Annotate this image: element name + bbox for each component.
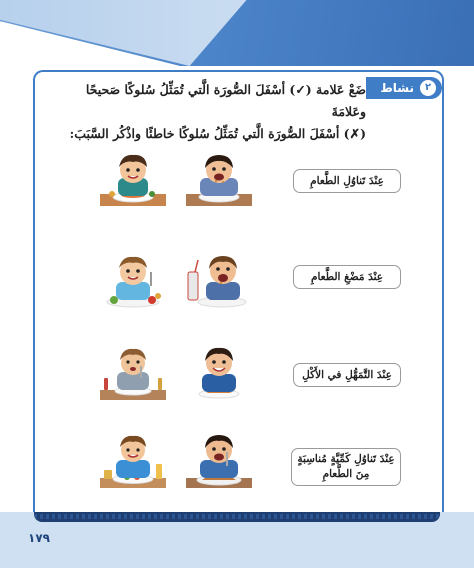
instruction-line-1: ضَعْ عَلامة (✓) أسْفَلَ الصُّورَة الَّتي تُمَثِّلُ سُلوكًا صَحيحًا وعَلامَةَ bbox=[85, 82, 366, 119]
boy-smiling-eating-icon[interactable] bbox=[100, 150, 166, 206]
footer-band bbox=[0, 512, 474, 568]
row-chewing-label: عِنْدَ مَضْغِ الطَّعامِ bbox=[293, 265, 401, 289]
row-chewing bbox=[0, 248, 474, 318]
boy-chewing-open-mouth-icon[interactable] bbox=[186, 252, 252, 308]
boy-eating-slowly-icon[interactable] bbox=[100, 344, 166, 400]
activity-tag bbox=[366, 77, 442, 99]
row-portion bbox=[0, 428, 474, 498]
boy-messy-eating-icon[interactable] bbox=[186, 150, 252, 206]
activity-instruction bbox=[48, 79, 366, 145]
row-slow-eating-label: عِنْدَ التَّمَهُّلِ في الأَكْلِ bbox=[293, 363, 401, 387]
row-slow-eating bbox=[0, 340, 474, 410]
boy-balanced-meal-icon[interactable] bbox=[100, 432, 166, 488]
page-number: ١٧٩ bbox=[28, 531, 50, 545]
row-eating-label: عِنْدَ تَناوُلِ الطَّعامِ bbox=[293, 169, 401, 193]
instruction-line-2: (✗) أسْفَلَ الصُّورَة الَّتي تُمَثِّلُ سُلوكًا خاطئًا واذْكُر السَّبَبَ: bbox=[69, 126, 366, 141]
activity-number: ٢ bbox=[420, 80, 436, 96]
row-portion-label: عِنْدَ تَناوُلِ كَمِّيَّةٍ مُناسِبَةٍ مِنَ الطَّعامِ bbox=[291, 448, 401, 486]
boy-overeating-icon[interactable] bbox=[186, 432, 252, 488]
header-band bbox=[0, 0, 474, 66]
boy-healthy-meal-icon[interactable] bbox=[100, 252, 166, 308]
row-eating bbox=[0, 148, 474, 218]
boy-happy-eating-icon[interactable] bbox=[186, 344, 252, 400]
activity-tag-label: نشاط bbox=[380, 81, 414, 95]
